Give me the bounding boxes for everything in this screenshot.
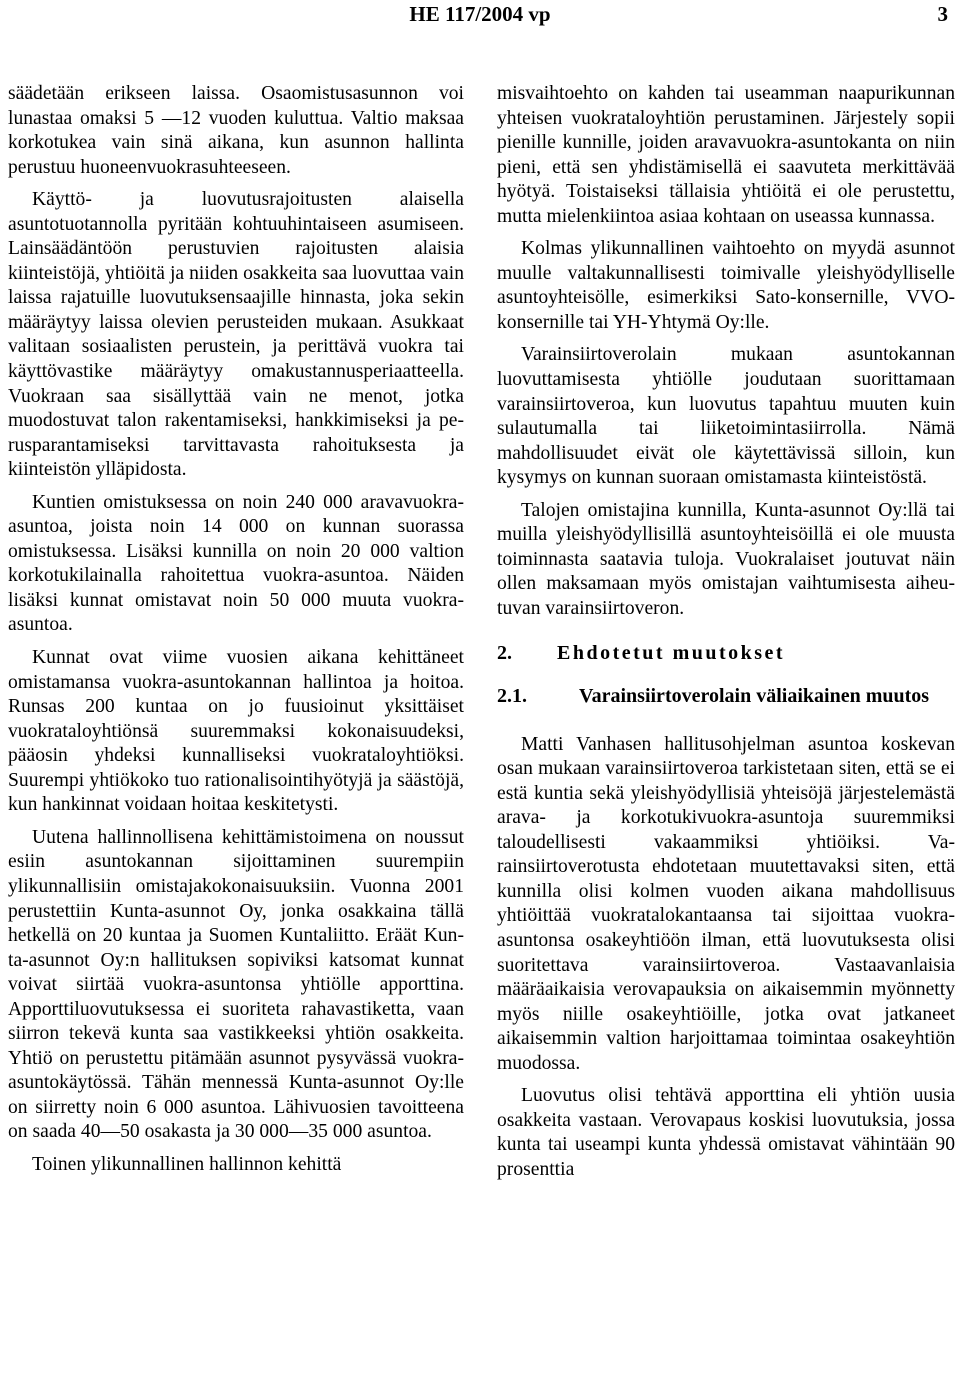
section-title: Ehdotetut muutokset [557,642,786,665]
paragraph: Kolmas ylikunnallinen vaihtoehto on myydä asunnot muulle valtakunnallisesti toimivalle yleishyödylliselle asuntoyhteisölle, esimerkiksi Sato-konsernille, VVO-konsernille tai YH-Yhtymä Oy:lle. [497,238,955,333]
page-number: 3 [937,2,948,26]
paragraph: Talojen omistajina kunnilla, Kunta-asunnot Oy:llä tai muilla yleishyödyllisillä asuntoyhteisöillä ei ole muusta toiminnasta saatavia tuloja. Vuokralaiset joutuvat näin ollen maksamaan myös omistajan vaihtumisesta aiheutuvan varainsiirtoveron. [497,499,955,619]
section-number: 2. [497,642,512,665]
paragraph: Toinen ylikunnallinen hallinnon kehittä [32,1153,342,1175]
paragraph: Varainsiirtoverolain mukaan asuntokannan luovuttamisesta yhtiölle joudutaan suorittamaan varainsiirtoveroa, kun luovutus tapahtuu muuten kuin sulautumalla tai liiketoimintasiirrolla. Nämä mahdollisuudet eivät ole käytettävissä silloin, kun kysymys on kunnan suoraan omistamasta kiinteistöstä. [497,344,955,489]
subsection-number: 2.1. [497,685,527,708]
paragraph: Luovutus olisi tehtävä apporttina eli yhtiön uusia osakkeita vastaan. Verovapaus koskisi luovutuksia, jossa kunta tai useampi kunta yhdessä omistavat vähintään 90 prosenttia [497,1085,955,1180]
paragraph: Matti Vanhasen hallitusohjelman asuntoa koskevan osan mukaan varainsiirtoveroa tarkistetaan siten, että se ei estä kuntia sekä yleishyödyllisiä yhteisöjä järjestelemästä arava- ja korkotukivuokra-asuntoja suuremmiksi taloudellisesti vakaammiksi yhtiöiksi. Varainsiirtoverotusta ehdotetaan muutettavaksi siten, että kunnilla olisi kolmen vuoden aikana mahdollisuus yhtiöittää vuokratalokantaansa tai sijoittaa vuokra-asuntonsa osakeyhtiöön ilman, että luovutuksesta olisi suoritettava varainsiirtoveroa. Vastaavanlaisia määräaikaisia verovapauksia on aikaisemmin myönnetty myös niille osakeyhtiöille, jotka ovat jatkaneet aikaisemmin valtion harjoittamaa toimintaa osakeyhtiön muodossa. [497,733,955,1074]
subsection-heading [497,684,955,709]
page-header [0,0,960,40]
paragraph: misvaihtoehto on kahden tai useamman naapurikunnan yhteisen vuokrataloyhtiön perustaminen. Järjestely sopii pienille kunnille, joiden aravavuokra-asuntokanta on niin pieni, että sen yhdistämisellä ei saavuteta merkittävää hyötyä. Toistaiseksi tällaisia yhtiöitä ei ole perustettu, mutta mielenkiintoa asiaa kohtaan on useassa kunnassa. [497,83,955,227]
right-column [497,82,955,1182]
paragraph: Kuntien omistuksessa on noin 240 000 aravavuokra-asuntoa, joista noin 14 000 on kunnan suorassa omistuksessa. Lisäksi kunnilla on noin 20 000 valtion korkotukilainalla rahoitettua vuokra-asuntoa. Näiden lisäksi kunnat omistavat noin 50 000 muuta vuokra-asuntoa. [8,491,464,636]
document-id: HE 117/2004 vp [409,2,551,26]
paragraph: Uutena hallinnollisena kehittämistoimena on noussut esiin asuntokannan sijoittaminen suurempiin ylikunnallisiin omistajakokonaisuuksiin. Vuonna 2001 perustettiin Kunta-asunnot Oy, jonka osakkaina tällä hetkellä on 20 kuntaa ja Suomen Kuntaliitto. Eräät Kunta-asunnot Oy:n hallituksen sopiviksi katsomat kunnat voivat siirtää vuokra-asuntonsa yhtiölle apporttina. Apporttiluovutuksessa ei suoriteta rahavastiketta, vaan siirron tekevä kunta saa vastikkeeksi yhtiön osakkeita. Yhtiö on perustettu pitämään asunnot pysyvässä vuokra-asuntokäytössä. Tähän mennessä Kunta-asunnot Oy:lle on siirretty noin 6 000 asuntoa. Lähivuosien tavoitteena on saada 40—50 osakasta ja 30 000—35 000 asuntoa. [8,826,464,1143]
subsection-title: Varainsiirtoverolain väliaikainen muutos [579,685,930,708]
paragraph: Kunnat ovat viime vuosien aikana kehittäneet omistamansa vuokra-asuntokannan hallintoa ja hoitoa. Runsas 200 kuntaa on jo fuusioinut yksittäiset vuokrataloyhtiönsä suuremmaksi kokonaisuudeksi, pääosin yhdeksi kunnalliseksi vuokrataloyhtiöksi. Suurempi yhtiökoko tuo rationalisointihyötyjä ja säästöjä, kun hankinnat voidaan hoitaa keskitetysti. [8,647,464,816]
paragraph: Käyttö- ja luovutusrajoitusten alaisella asuntotuotannolla pyritään kohtuuhintaiseen asumiseen. Lainsäädäntöön perustuvien rajoitusten alaisia kiinteistöjä, yhtiöitä ja niiden osakkeita saa luovuttaa vain laissa rajatuille luovutuksensaajille hinnasta, joka sekin määräytyy laissa olevien perusteiden mukaan. Asukkaat valitaan sosiaalisten perustein, ja perittävä vuokra tai käyttövastike määräytyy omakustannusperiaatteella. Vuokraan saa sisällyttää vain ne menot, jotka muodostuvat talon rakentamiseksi, hankkimiseksi ja perusparantamiseksi tarvittavasta rahoituksesta ja kiinteistön ylläpidosta. [8,189,464,481]
left-column [8,82,464,1178]
section-heading [497,641,955,666]
paragraph: säädetään erikseen laissa. Osaomistusasunnon voi lunastaa omaksi 5 —12 vuoden kuluttua. Valtio maksaa korkotukea vain sinä aikana, kun asunnon hallinta perustuu huoneenvuokrasuhteeseen. [8,83,464,178]
